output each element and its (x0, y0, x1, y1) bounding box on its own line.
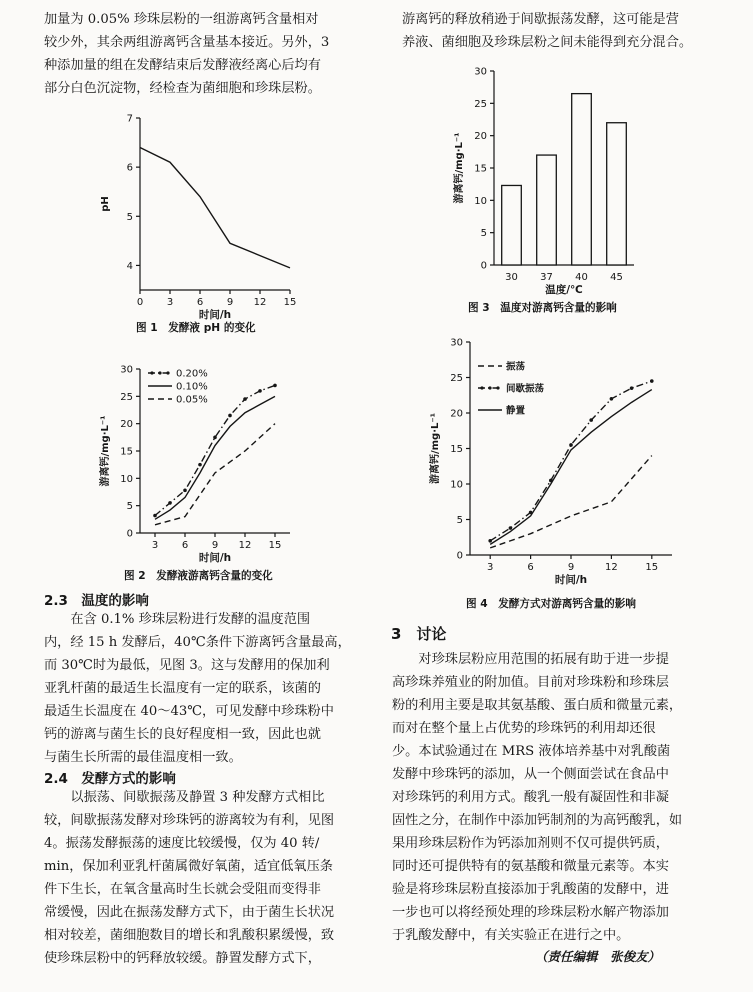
section-3-heading: 3 讨论 (391, 625, 447, 643)
x-tick-label: 37 (540, 272, 553, 283)
x-tick-label: 3 (151, 540, 159, 551)
editor-signature: （责任编辑 张俊友） (535, 949, 661, 964)
text-line: 件下生长，在氧含量高时生长就会受阻而变得非 (44, 882, 321, 897)
text-line: 一步也可以将经预处理的珍珠层粉水解产物添加 (392, 905, 669, 920)
text-line: 最适生长温度在 40～43℃，可见发酵中珍珠粉中 (44, 704, 334, 719)
x-tick-label: 3 (487, 562, 494, 573)
y-tick-label: 15 (120, 446, 133, 458)
text-line: 游离钙的释放稍逊于间歇振荡发酵，这可能是营 (402, 12, 679, 27)
text-line: 内，经 15 h 发酵后，40℃条件下游离钙含量最高， (44, 635, 351, 650)
x-tick-label: 12 (253, 297, 267, 308)
text-line: 与菌生长所需的最佳温度相一致。 (44, 750, 242, 765)
x-axis-label: 时间/h (554, 574, 588, 586)
x-tick-label: 6 (181, 540, 189, 551)
y-axis-label: 游离钙/mg·L⁻¹ (454, 132, 465, 204)
text-line: 而 30℃时为最低，见图 3。这与发酵用的保加利 (44, 658, 330, 673)
y-tick-label: 0 (480, 260, 487, 272)
x-tick-label: 15 (283, 297, 297, 308)
y-tick-label: 15 (450, 444, 463, 455)
x-tick-label: 3 (166, 297, 174, 308)
figure-3-caption: 图 3 温度对游离钙含量的影响 (468, 302, 617, 314)
text-line: 果用珍珠层粉作为钙添加剂则不仅可提供钙质， (392, 836, 669, 851)
y-tick-label: 20 (474, 131, 487, 143)
figure-1-caption: 图 1 发酵液 pH 的变化 (136, 322, 256, 334)
y-axis-label: 游离钙/mg·L⁻¹ (100, 415, 111, 487)
x-tick-label: 45 (610, 272, 623, 283)
x-tick-label: 40 (575, 272, 588, 283)
text-line: 常缓慢，因此在振荡发酵方式下，由于菌生长状况 (44, 905, 335, 920)
text-line: 粉的利用主要是取其氨基酸、蛋白质和微量元素， (392, 698, 683, 713)
legend-label: 振荡 (506, 361, 526, 373)
text-line: 加量为 0.05% 珍珠层粉的一组游离钙含量相对 (44, 12, 319, 27)
y-tick-label: 0 (126, 528, 133, 540)
figure-4-caption: 图 4 发酵方式对游离钙含量的影响 (466, 598, 636, 610)
x-tick-label: 15 (268, 540, 282, 551)
legend-label: 0.20% (176, 368, 208, 380)
text-line: 验是将珍珠层粉直接添加于乳酸菌的发酵中，进 (392, 882, 669, 897)
y-tick-label: 7 (126, 113, 133, 125)
x-tick-label: 30 (505, 272, 518, 283)
text-line: 固性之分，在制作中添加钙制剂的为高钙酸乳，如 (392, 813, 683, 828)
text-line: 使珍珠层粉中的钙释放较缓。静置发酵方式下， (44, 951, 321, 966)
figure-2-caption: 图 2 发酵液游离钙含量的变化 (124, 570, 273, 582)
text-line: 较少外，其余两组游离钙含量基本接近。另外，3 (44, 35, 330, 50)
text-line: 高珍珠养殖业的附加值。目前对珍珠粉和珍珠层 (392, 675, 669, 690)
text-line: 亚乳杆菌的最适生长温度有一定的联系，该菌的 (44, 681, 321, 696)
x-axis-label: 时间/h (198, 552, 232, 564)
section-2-4-body (44, 786, 364, 970)
text-line: 于乳酸发酵中，有关实验正在进行之中。 (392, 928, 630, 943)
y-axis-label: pH (100, 196, 111, 212)
y-tick-label: 20 (450, 408, 463, 420)
y-tick-label: 5 (456, 515, 463, 526)
y-tick-label: 10 (450, 479, 463, 491)
text-line: 少。本试验通过在 MRS 液体培养基中对乳酸菌 (392, 744, 671, 759)
text-line: 相对较差，菌细胞数目的增长和乳酸积累缓慢，致 (44, 928, 335, 943)
text-line: 对珍珠层粉应用范围的拓展有助于进一步提 (418, 652, 669, 667)
x-tick-label: 15 (645, 562, 659, 573)
y-tick-label: 30 (450, 337, 463, 349)
x-tick-label: 6 (527, 562, 534, 573)
y-tick-label: 15 (474, 163, 487, 175)
legend-label: 0.10% (176, 381, 208, 393)
text-line: 养液、菌细胞及珍珠层粉之间未能得到充分混合。 (402, 35, 693, 50)
data-point (610, 397, 614, 401)
data-point (509, 526, 513, 530)
x-tick-label: 9 (211, 540, 219, 551)
text-line: 部分白色沉淀物，经检查为菌细胞和珍珠层粉。 (44, 81, 321, 96)
text-line: 较，间歇振荡发酵对珍珠钙的游离较为有利，见图 (44, 813, 335, 828)
legend-label: 静置 (506, 405, 526, 417)
y-tick-label: 5 (126, 211, 133, 223)
x-axis-label: 温度/℃ (545, 284, 583, 296)
y-tick-label: 10 (120, 473, 133, 485)
data-point (589, 418, 593, 422)
y-axis-label: 游离钙/mg·L⁻¹ (430, 412, 441, 485)
y-tick-label: 25 (450, 373, 463, 384)
x-tick-label: 6 (196, 297, 204, 308)
y-tick-label: 30 (120, 364, 133, 376)
text-line: 钙的游离与菌生长的良好程度相一致，因此也就 (44, 727, 321, 742)
text-line: 以振荡、间歇振荡及静置 3 种发酵方式相比 (70, 790, 325, 805)
y-tick-label: 10 (474, 195, 487, 207)
legend-dot (488, 386, 491, 389)
y-tick-label: 25 (474, 98, 487, 110)
y-tick-label: 20 (120, 419, 133, 431)
legend-dot (480, 386, 483, 389)
x-tick-label: 9 (567, 562, 575, 573)
x-tick-label: 12 (605, 562, 618, 573)
data-point (488, 539, 492, 543)
y-tick-label: 5 (480, 228, 487, 240)
text-line: 种添加量的组在发酵结束后发酵液经离心后均有 (44, 58, 321, 73)
legend-label: 0.05% (176, 394, 208, 406)
y-tick-label: 30 (474, 66, 487, 78)
x-tick-label: 12 (238, 540, 252, 551)
data-point (650, 379, 654, 383)
y-tick-label: 6 (126, 162, 133, 174)
text-line: 对珍珠钙的利用方式。酸乳一般有凝固性和非凝 (392, 790, 669, 805)
section-3-body (392, 648, 716, 947)
y-tick-label: 4 (126, 260, 133, 272)
data-point (569, 443, 573, 447)
x-axis-label: 时间/h (198, 309, 232, 321)
section-2-3-body (44, 608, 364, 769)
y-tick-label: 25 (120, 391, 133, 403)
text-line: 发酵中珍珠钙的添加，从一个侧面尝试在食品中 (392, 767, 669, 782)
legend-dot (496, 386, 499, 389)
y-tick-label: 5 (126, 501, 133, 513)
section-2-3-heading: 2.3 温度的影响 (44, 593, 149, 609)
x-tick-label: 9 (226, 297, 234, 308)
text-line: 4。振荡发酵振荡的速度比较缓慢，仅为 40 转/ (44, 836, 320, 851)
text-line: 而对在整个量上占优势的珍珠钙的利用却还很 (392, 721, 656, 736)
legend-label: 间歇振荡 (506, 383, 545, 395)
data-point (630, 386, 634, 390)
text-line: 在含 0.1% 珍珠层粉进行发酵的温度范围 (70, 612, 311, 627)
series-line-1 (490, 456, 652, 548)
text-line: 同时还可提供特有的氨基酸和微量元素等。本实 (392, 859, 669, 874)
section-2-4-heading: 2.4 发酵方式的影响 (44, 771, 176, 787)
text-line: min，保加利亚乳杆菌属微好氧菌，适宜低氧压条 (44, 859, 333, 874)
y-tick-label: 0 (456, 550, 463, 562)
x-tick-label: 0 (136, 297, 144, 308)
